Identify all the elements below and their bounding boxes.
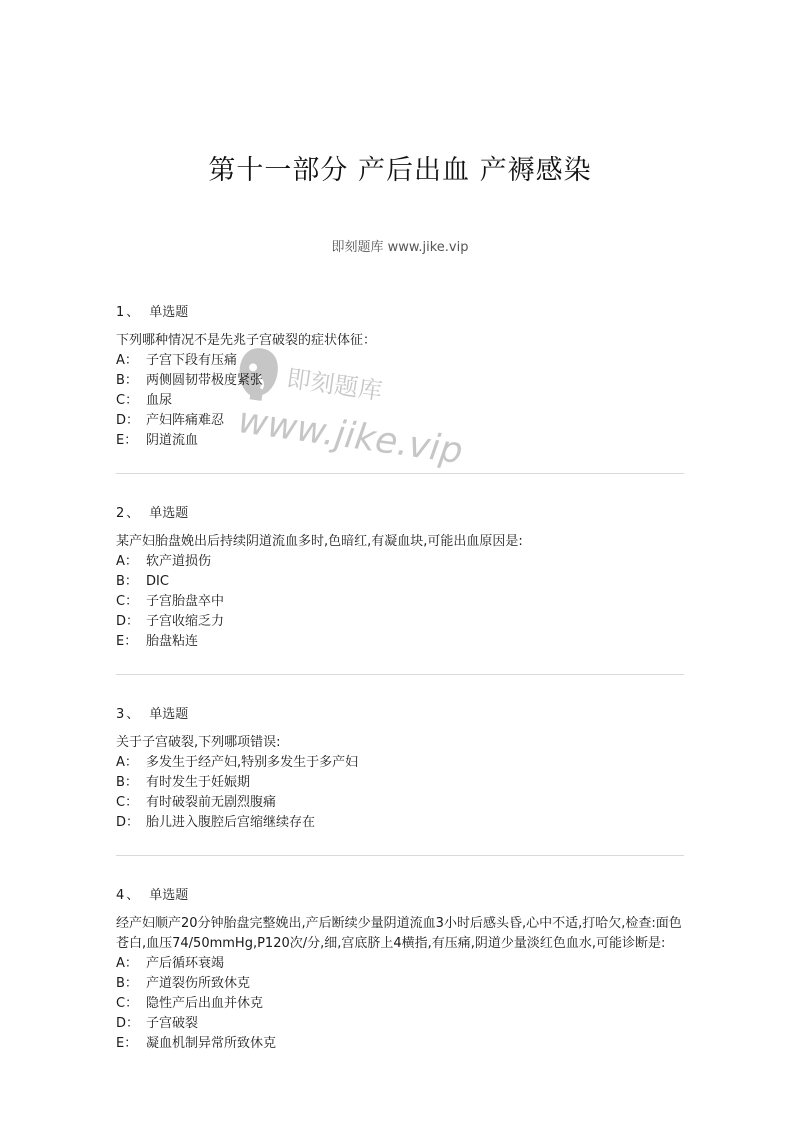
option-text: 子宫破裂 — [146, 1016, 199, 1031]
question-separator: 、 — [126, 305, 140, 320]
option-text: 子宫胎盘卒中 — [146, 594, 225, 609]
page-subtitle: 即刻题库 www.jike.vip — [331, 240, 469, 255]
option-text: 产后循环衰竭 — [146, 956, 225, 971]
answer-option — [116, 954, 684, 974]
question-stem: 下列哪种情况不是先兆子宫破裂的症状体征： — [116, 333, 377, 348]
watermark-text-cn: 即刻题库 — [284, 364, 384, 406]
question-1 — [116, 303, 684, 451]
answer-option — [116, 371, 684, 391]
option-key: D： — [116, 614, 140, 629]
question-number: 4 — [116, 888, 125, 903]
option-text: 阴道流血 — [146, 433, 199, 448]
option-key: C： — [116, 393, 139, 408]
question-number: 2 — [116, 506, 125, 521]
option-key: C： — [116, 795, 139, 810]
page-title: 第十一部分 产后出血 产褥感染 — [208, 155, 592, 186]
option-key: A： — [116, 554, 138, 569]
answer-option — [116, 1034, 684, 1054]
option-key: B： — [116, 373, 138, 388]
option-text: 子宫收缩乏力 — [146, 614, 225, 629]
answer-option — [116, 974, 684, 994]
answer-option — [116, 813, 684, 833]
option-key: D： — [116, 413, 140, 428]
answer-option — [116, 351, 684, 371]
option-key: E： — [116, 634, 138, 649]
question-header — [116, 303, 684, 323]
option-key: D： — [116, 1016, 140, 1031]
option-text: 有时发生于妊娠期 — [146, 775, 251, 790]
option-key: E： — [116, 433, 138, 448]
question-number: 3 — [116, 707, 125, 722]
option-key: C： — [116, 594, 139, 609]
answer-option — [116, 411, 684, 431]
option-key: A： — [116, 353, 138, 368]
question-divider — [116, 674, 684, 675]
option-text: 子宫下段有压痛 — [146, 353, 238, 368]
question-number: 1 — [116, 305, 125, 320]
question-separator: 、 — [126, 888, 140, 903]
question-4 — [116, 886, 684, 1054]
option-text: 凝血机制异常所致休克 — [146, 1036, 277, 1051]
option-text: 胎盘粘连 — [146, 634, 199, 649]
option-text: DIC — [146, 574, 169, 589]
option-text: 有时破裂前无剧烈腹痛 — [146, 795, 277, 810]
question-separator: 、 — [126, 506, 140, 521]
question-stem: 经产妇顺产20分钟胎盘完整娩出,产后断续少量阴道流血3小时后感头昏,心中不适,打哈欠,检查:面色苍白,血压74/50mmHg,P120次/分,细,宫底脐上4横指,有压痛,阴道少量淡红色血水,可能诊断是: — [116, 916, 682, 951]
answer-option — [116, 773, 684, 793]
option-key: C： — [116, 996, 139, 1011]
answer-option — [116, 753, 684, 773]
option-key: B： — [116, 775, 138, 790]
question-type: 单选题 — [149, 888, 189, 903]
answer-option — [116, 552, 684, 572]
option-key: E： — [116, 1036, 138, 1051]
watermark-text-url: www.jike.vip — [235, 400, 466, 473]
question-type: 单选题 — [149, 305, 189, 320]
question-header — [116, 705, 684, 725]
question-stem: 某产妇胎盘娩出后持续阴道流血多时,色暗红,有凝血块,可能出血原因是: — [116, 534, 523, 549]
answer-option — [116, 572, 684, 592]
answer-option — [116, 592, 684, 612]
option-text: 隐性产后出血并休克 — [146, 996, 264, 1011]
question-divider — [116, 473, 684, 474]
question-stem: 关于子宫破裂,下列哪项错误: — [116, 735, 281, 750]
question-type: 单选题 — [149, 506, 189, 521]
question-3 — [116, 705, 684, 833]
answer-option — [116, 994, 684, 1014]
option-key: A： — [116, 956, 138, 971]
question-2 — [116, 504, 684, 652]
answer-option — [116, 1014, 684, 1034]
answer-option — [116, 391, 684, 411]
option-key: B： — [116, 574, 138, 589]
option-text: 产道裂伤所致休克 — [146, 976, 251, 991]
option-text: 多发生于经产妇,特别多发生于多产妇 — [146, 755, 359, 770]
answer-option — [116, 793, 684, 813]
option-key: A： — [116, 755, 138, 770]
answer-option — [116, 632, 684, 652]
question-list — [116, 303, 684, 1054]
option-key: B： — [116, 976, 138, 991]
option-text: 软产道损伤 — [146, 554, 212, 569]
question-type: 单选题 — [149, 707, 189, 722]
option-text: 两侧圆韧带极度紧张 — [146, 373, 264, 388]
question-header — [116, 886, 684, 906]
option-text: 产妇阵痛难忍 — [146, 413, 225, 428]
question-separator: 、 — [126, 707, 140, 722]
answer-option — [116, 431, 684, 451]
option-key: D： — [116, 815, 140, 830]
question-header — [116, 504, 684, 524]
option-text: 胎儿进入腹腔后宫缩继续存在 — [146, 815, 316, 830]
question-divider — [116, 855, 684, 856]
option-text: 血尿 — [146, 393, 173, 408]
answer-option — [116, 612, 684, 632]
